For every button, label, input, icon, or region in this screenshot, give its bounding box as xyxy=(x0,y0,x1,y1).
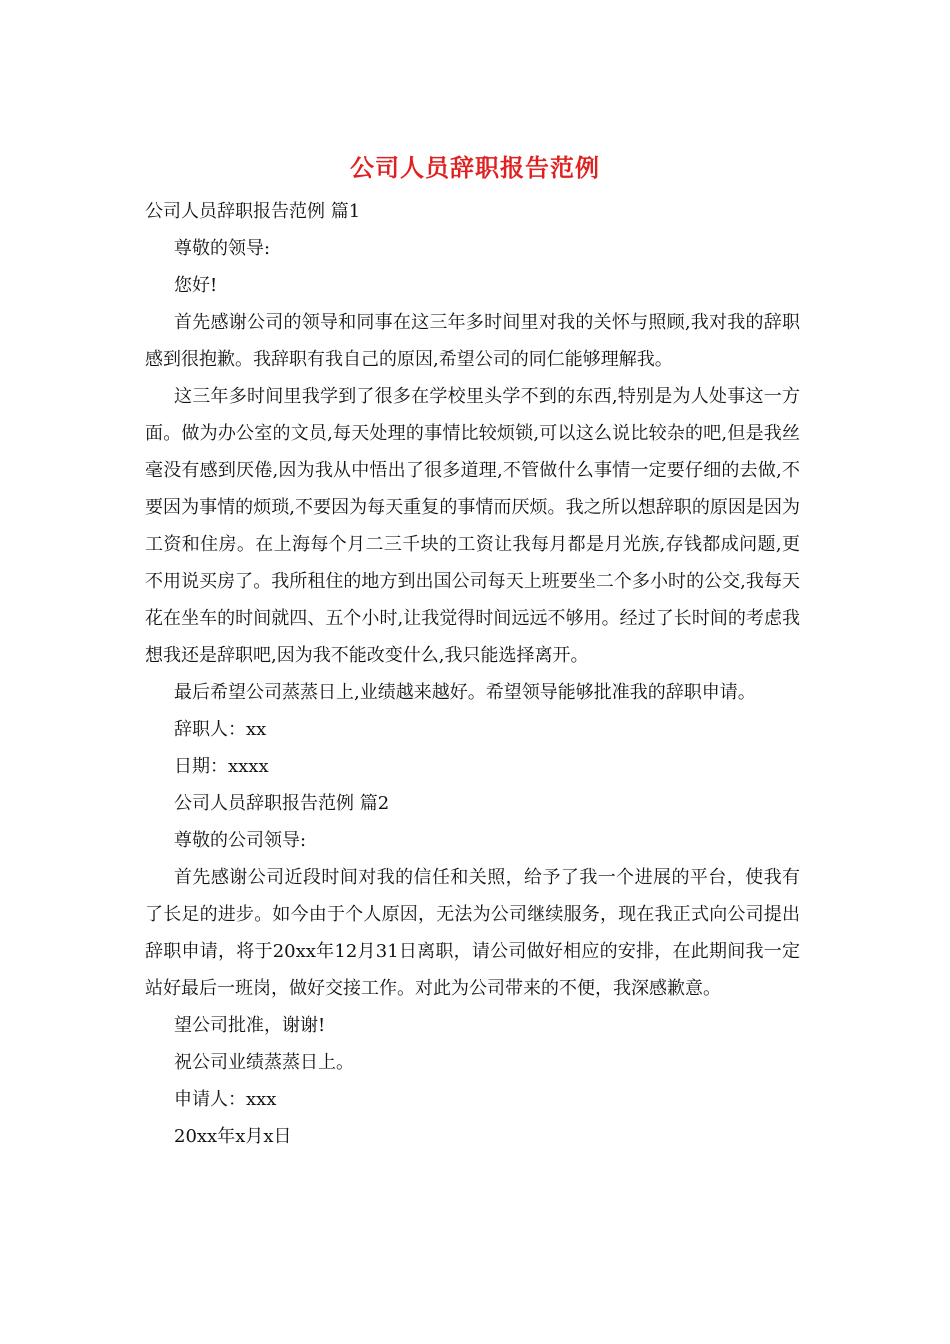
section1-signer: 辞职人：xx xyxy=(174,719,267,740)
section2-paragraph: 首先感谢公司近段时间对我的信任和关照，给予了我一个进展的平台，使我有了长足的进步。如今由于个人原因，无法为公司继续服务，现在我正式向公司提出辞职申请，将于20xx年12月31日离职，请公司做好相应的安排，在此期间我一定站好最后一班岗，做好交接工作。对此为公司带来的不便，我深感歉意。 xyxy=(145,867,800,999)
section2-greeting: 尊敬的公司领导: xyxy=(174,830,307,851)
section2-date: 20xx年x月x日 xyxy=(174,1126,292,1147)
section1-paragraph: 这三年多时间里我学到了很多在学校里头学不到的东西,特别是为人处事这一方面。做为办公室的文员,每天处理的事情比较烦锁,可以这么说比较杂的吧,但是我丝毫没有感到厌倦,因为我从中悟出了很多道理,不管做什么事情一定要仔细的去做,不要因为事情的烦琐,不要因为每天重复的事情而厌烦。我之所以想辞职的原因是因为工资和住房。在上海每个月二三千块的工资让我每月都是月光族,存钱都成问题,更不用说买房了。我所租住的地方到出国公司每天上班要坐二个多小时的公交,我每天花在坐车的时间就四、五个小时,让我觉得时间远远不够用。经过了长时间的考虑我想我还是辞职吧,因为我不能改变什么,我只能选择离开。 xyxy=(145,386,800,666)
document-title: 公司人员辞职报告范例 xyxy=(350,153,600,182)
section2-signer: 申请人：xxx xyxy=(174,1089,277,1110)
section1-paragraph: 首先感谢公司的领导和同事在这三年多时间里对我的关怀与照顾,我对我的辞职感到很抱歉。我辞职有我自己的原因,希望公司的同仁能够理解我。 xyxy=(145,312,800,370)
section1-greeting: 尊敬的领导: xyxy=(174,238,271,259)
section1-date: 日期：xxxx xyxy=(174,756,269,777)
section2-thanks: 望公司批准，谢谢! xyxy=(174,1015,326,1036)
section1-paragraph: 最后希望公司蒸蒸日上,业绩越来越好。希望领导能够批准我的辞职申请。 xyxy=(174,682,756,703)
document-body xyxy=(145,193,800,1155)
section2-heading: 公司人员辞职报告范例 篇2 xyxy=(174,793,390,814)
section2-wish: 祝公司业绩蒸蒸日上。 xyxy=(174,1052,354,1073)
section1-hello: 您好! xyxy=(174,275,218,296)
section1-heading: 公司人员辞职报告范例 篇1 xyxy=(145,201,361,222)
